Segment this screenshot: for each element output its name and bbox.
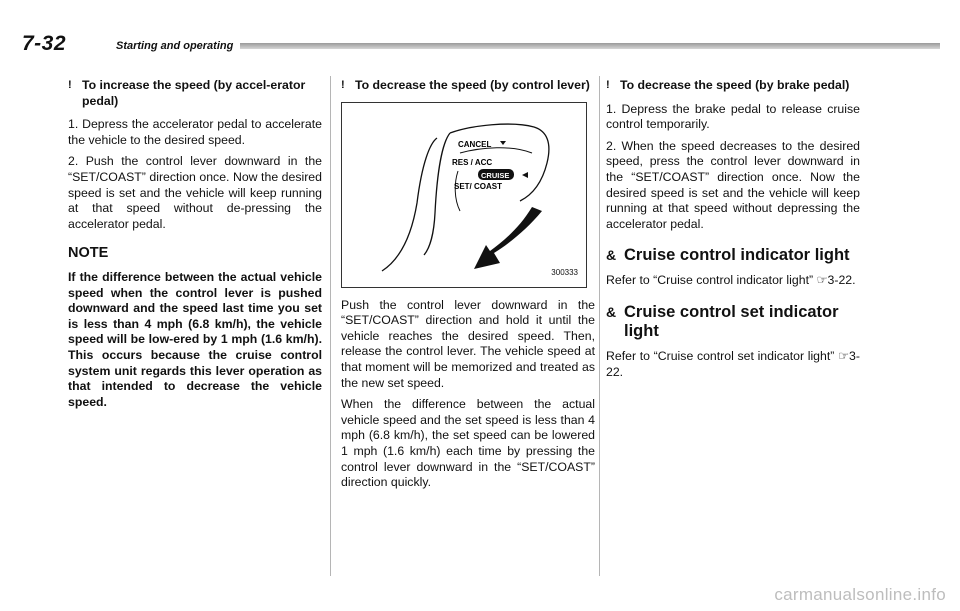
subheading-text: To decrease the speed (by control lever): [355, 78, 590, 92]
note-title: NOTE: [68, 245, 109, 262]
column-3: [606, 78, 860, 386]
paragraph-2: When the difference between the actual vehicle speed and the set speed is less than 4 mph (6.8 km/h), the set speed can be lowered 1 mph (1.6 km/h) each time by pressing the control lever downward in the “SET/COAST” direction quickly.: [341, 397, 595, 490]
heading-text: Cruise control indicator light: [624, 246, 850, 265]
lever-illustration: [341, 102, 587, 288]
step-1: 1. Depress the accelerator pedal to accelerate the vehicle to the desired speed.: [68, 117, 322, 147]
note-body: If the difference between the actual vehicle speed when the control lever is pushed downward and the speed last time you set is less than 4 mph (6.8 km/h), the vehicle speed will be low-ered by 1 mph (1.6 km/h). This occurs because the cruise control system unit regards this lever operation as that intended to decrease the vehicle speed.: [68, 269, 322, 409]
paragraph-1: Push the control lever downward in the “SET/COAST” direction and hold it until the vehicle reaches the desired speed. Then, release the control lever. The vehicle speed at that moment will be memorized and treated as the new set speed.: [341, 297, 595, 390]
subheading-text: To increase the speed (by accel-erator pedal): [82, 78, 306, 108]
bullet-icon: !: [341, 79, 345, 91]
figure-code: 300333: [551, 268, 578, 277]
cruise-lever-diagram: [342, 103, 586, 287]
subheading-decrease-lever: [341, 78, 595, 94]
section-mark-icon: &: [606, 247, 617, 264]
heading-indicator-light: [606, 246, 860, 265]
heading-text: Cruise control set indicator light: [624, 302, 839, 340]
column-divider: [330, 76, 331, 576]
section-mark-icon: &: [606, 303, 617, 320]
label-cancel: CANCEL: [458, 139, 492, 149]
label-set-coast: SET/ COAST: [454, 181, 503, 191]
bullet-icon: !: [606, 79, 610, 91]
step-2: 2. Push the control lever downward in the “SET/COAST” direction once. Now the desired speed is set and the vehicle will keep running at that speed without de-pressing the accelerator pedal.: [68, 154, 322, 231]
label-cruise: CRUISE: [481, 170, 510, 180]
heading-set-indicator-light: [606, 303, 860, 341]
column-2: [341, 78, 595, 497]
page-number: 7-32: [22, 32, 67, 55]
column-1: [68, 78, 322, 410]
subheading-increase-speed: [68, 78, 322, 109]
paragraph-indicator: Refer to “Cruise control indicator light” ☞3-22.: [606, 273, 856, 288]
paragraph-set-indicator: Refer to “Cruise control set indicator light” ☞3-22.: [606, 348, 860, 379]
column-divider: [599, 76, 600, 576]
bullet-icon: !: [68, 79, 72, 91]
label-res-acc: RES / ACC: [452, 157, 493, 167]
section-title: Starting and operating: [116, 40, 234, 52]
watermark: carmanualsonline.info: [774, 585, 946, 604]
header-rule: [240, 43, 940, 49]
step-1: 1. Depress the brake pedal to release cruise control temporarily.: [606, 101, 860, 132]
page-header: [20, 30, 940, 56]
step-2: 2. When the speed decreases to the desired speed, press the control lever downward in the “SET/COAST” direction once. Now the desired speed is set and the vehicle will keep running at that speed without depressing the accelerator pedal.: [606, 138, 860, 231]
subheading-decrease-brake: [606, 78, 860, 94]
subheading-text: To decrease the speed (by brake pedal): [620, 78, 850, 92]
